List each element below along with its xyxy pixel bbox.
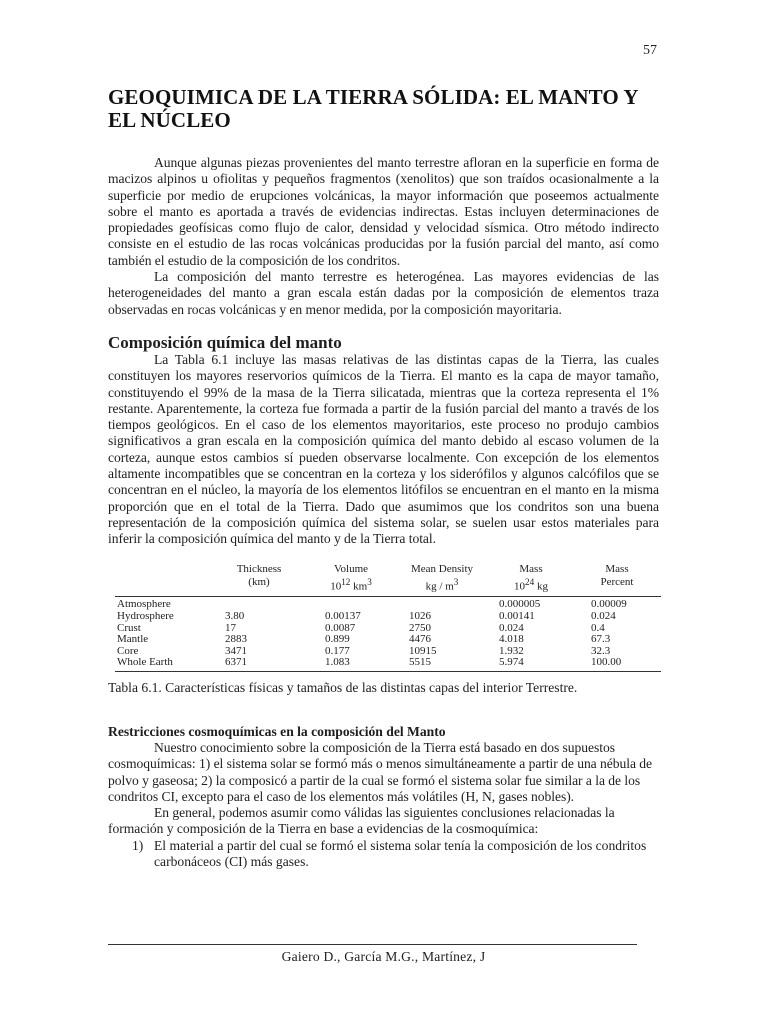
table-cell-volume: 0.177 xyxy=(325,644,350,657)
table-cell-layer: Mantle xyxy=(117,633,149,646)
page-content xyxy=(108,86,659,870)
table-cell-thickness: 6371 xyxy=(225,656,247,669)
intro-paragraph-1: Aunque algunas piezas provenientes del manto terrestre afloran en la superficie en forma de macizos alpinos u ofiolitas y pequeños fragmentos (xenolitos) que son traídos ocasionalmente a la superficie por medio de erupciones volcánicas, la mayor información que poseemos actualmente sobre el manto es aportada a través de evidencias indirectas. Estas incluyen determinaciones de propiedades geofísicas como flujo de calor, densidad y velocidad sísmica. Otro método indirecto consiste en el estudio de las rocas volcánicas producidas por la fusión parcial del manto, así como también el estudio de la composición de los condritos. xyxy=(108,155,659,268)
table-cell-layer: Crust xyxy=(117,621,141,634)
earth-layers-table xyxy=(115,564,661,672)
footer-divider xyxy=(108,944,637,945)
list-item-text: El material a partir del cual se formó el sistema solar tenía la composición de los condritos carbonáceos (CI) más gases. xyxy=(154,837,647,870)
page-title xyxy=(108,86,659,132)
table-header-volume: Volume xyxy=(333,562,369,575)
table-row xyxy=(115,657,661,671)
subsection-heading-cosmochemical: Restricciones cosmoquímicas en la composición del Manto xyxy=(108,723,446,739)
table-cell-density: 1026 xyxy=(409,609,431,622)
earth-layers-table-container xyxy=(115,564,661,672)
table-row xyxy=(115,646,661,658)
table-cell-volume: 0.0087 xyxy=(325,621,356,634)
subsection-paragraph-1: Nuestro conocimiento sobre la composición de la Tierra está basado en dos supuestos cosmoquímicas: 1) el sistema solar se formó más o menos simultáneamente a partir de una nébula de polvo y gaseosa; 2) la composicó a partir de la cual se formó el sistema solar fue similar a la de los condritos CI, excepto para el caso de los elementos más volátiles (H, N, gases nobles). xyxy=(108,739,653,804)
table-units-percent: Percent xyxy=(600,576,634,589)
volume-unit-exp: 12 xyxy=(341,577,351,588)
table-row xyxy=(115,623,661,635)
mass-unit-exp: 24 xyxy=(525,577,535,588)
table-cell-percent: 0.024 xyxy=(591,609,616,622)
table-cell-thickness: 3.80 xyxy=(225,609,245,622)
volume-unit-rest: km xyxy=(350,580,368,593)
table-cell-mass: 0.024 xyxy=(499,621,524,634)
table-units-volume xyxy=(307,577,395,597)
table-cell-mass: 0.00141 xyxy=(499,609,535,622)
table-cell-mass: 0.000005 xyxy=(499,598,541,611)
mass-unit-rest: kg xyxy=(534,580,548,593)
table-header-row xyxy=(115,564,661,578)
table-cell-percent: 0.00009 xyxy=(591,598,627,611)
subsection-paragraph-2: En general, podemos asumir como válidas las siguientes conclusiones relacionadas la formación y composición de la Tierra en base a evidencias de la cosmoquímica: xyxy=(108,805,615,837)
table-cell-thickness: 3471 xyxy=(225,644,247,657)
table-cell-thickness: 17 xyxy=(225,621,236,634)
table-cell-density: 2750 xyxy=(409,621,431,634)
table-cell-density: 10915 xyxy=(409,644,437,657)
table-cell-density xyxy=(395,597,489,611)
table-units-layer xyxy=(115,577,211,597)
table-row xyxy=(115,597,661,611)
table-units-density xyxy=(395,577,489,597)
volume-unit-base: 10 xyxy=(330,580,342,593)
title-line-1: GEOQUIMICA DE LA TIERRA SÓLIDA: EL MANTO Y xyxy=(108,85,639,109)
table-cell-thickness: 2883 xyxy=(225,633,247,646)
table-row xyxy=(115,634,661,646)
table-cell-density: 5515 xyxy=(409,656,431,669)
mass-unit-base: 10 xyxy=(514,580,526,593)
table-row xyxy=(115,611,661,623)
table-units-mass xyxy=(489,577,573,597)
table-header-thickness: Thickness xyxy=(236,562,282,575)
footer-authors: Gaiero D., García M.G., Martínez, J xyxy=(281,949,486,964)
table-cell-percent: 100.00 xyxy=(591,656,622,669)
numbered-list xyxy=(108,838,659,871)
table-cell-layer: Whole Earth xyxy=(117,656,173,669)
table-units-thickness: (km) xyxy=(248,576,270,589)
table-cell-layer: Hydrosphere xyxy=(117,609,174,622)
density-unit-cube: 3 xyxy=(453,577,459,588)
density-unit: kg / m xyxy=(425,580,454,593)
table-cell-density: 4476 xyxy=(409,633,431,646)
table-cell-thickness xyxy=(211,597,307,611)
table-cell-mass: 5.974 xyxy=(499,656,524,669)
table-cell-percent: 0.4 xyxy=(591,621,605,634)
table-cell-layer: Core xyxy=(117,644,139,657)
title-line-2: EL NÚCLEO xyxy=(108,108,231,132)
volume-unit-cube: 3 xyxy=(367,577,372,588)
list-item-marker: 1) xyxy=(132,837,144,853)
table-caption: Tabla 6.1. Características físicas y tamaños de las distintas capas del interior Terrestre. xyxy=(108,679,578,695)
table-cell-volume xyxy=(307,597,395,611)
table-cell-mass: 4.018 xyxy=(499,633,524,646)
table-cell-percent: 32.3 xyxy=(591,644,611,657)
table-header-percent: Mass xyxy=(605,562,629,575)
table-cell-volume: 0.899 xyxy=(325,633,350,646)
section-heading-composition: Composición química del manto xyxy=(108,332,342,352)
table-header-mass: Mass xyxy=(519,562,543,575)
intro-paragraph-2: La composición del manto terrestre es heterogénea. Las mayores evidencias de las heterogeneidades del manto a gran escala están dadas por la composición de elementos traza observadas en rocas volcánicas y en menor medida, por la composición mayoritaria. xyxy=(108,269,659,317)
table-cell-volume: 1.083 xyxy=(325,656,350,669)
section-paragraph-composition: La Tabla 6.1 incluye las masas relativas de las distintas capas de la Tierra, las cuales constituyen los mayores reservorios químicos de la Tierra. El manto es la capa de mayor tamaño, constituyendo el 99% de la masa de la Tierra silicatada, mientras que la corteza representa el 1% restante. Aparentemente, la corteza fue formada a partir de la fusión parcial del manto a través de los tiempos geológicos. En el caso de los elementos mayoritarios, este proceso no produjo cambios significativos a gran escala en la composición química del manto debido al escaso volumen de la corteza, aunque estos cambios sí pueden observarse localmente. Con excepción de los elementos altamente incompatibles que se concentran en la corteza y los siderófilos y algunos calcófilos que se concentran en el núcleo, la mayoría de los elementos litófilos se encuentran en el manto en la misma proporción que en el total de la Tierra. Dado que asumimos que los condritos son una buena representación de la composición química del sistema solar, se suelen usar estos materiales para inferir la composición química del manto y de la Tierra total. xyxy=(108,351,659,547)
page-number: 57 xyxy=(643,43,657,58)
list-item xyxy=(108,838,659,871)
table-header-layer xyxy=(115,564,211,578)
table-cell-layer: Atmosphere xyxy=(117,598,171,611)
table-header-density: Mean Density xyxy=(410,562,473,575)
table-cell-mass: 1.932 xyxy=(499,644,524,657)
table-units-row xyxy=(115,577,661,597)
table-cell-percent: 67.3 xyxy=(591,633,611,646)
table-cell-volume: 0.00137 xyxy=(325,609,361,622)
